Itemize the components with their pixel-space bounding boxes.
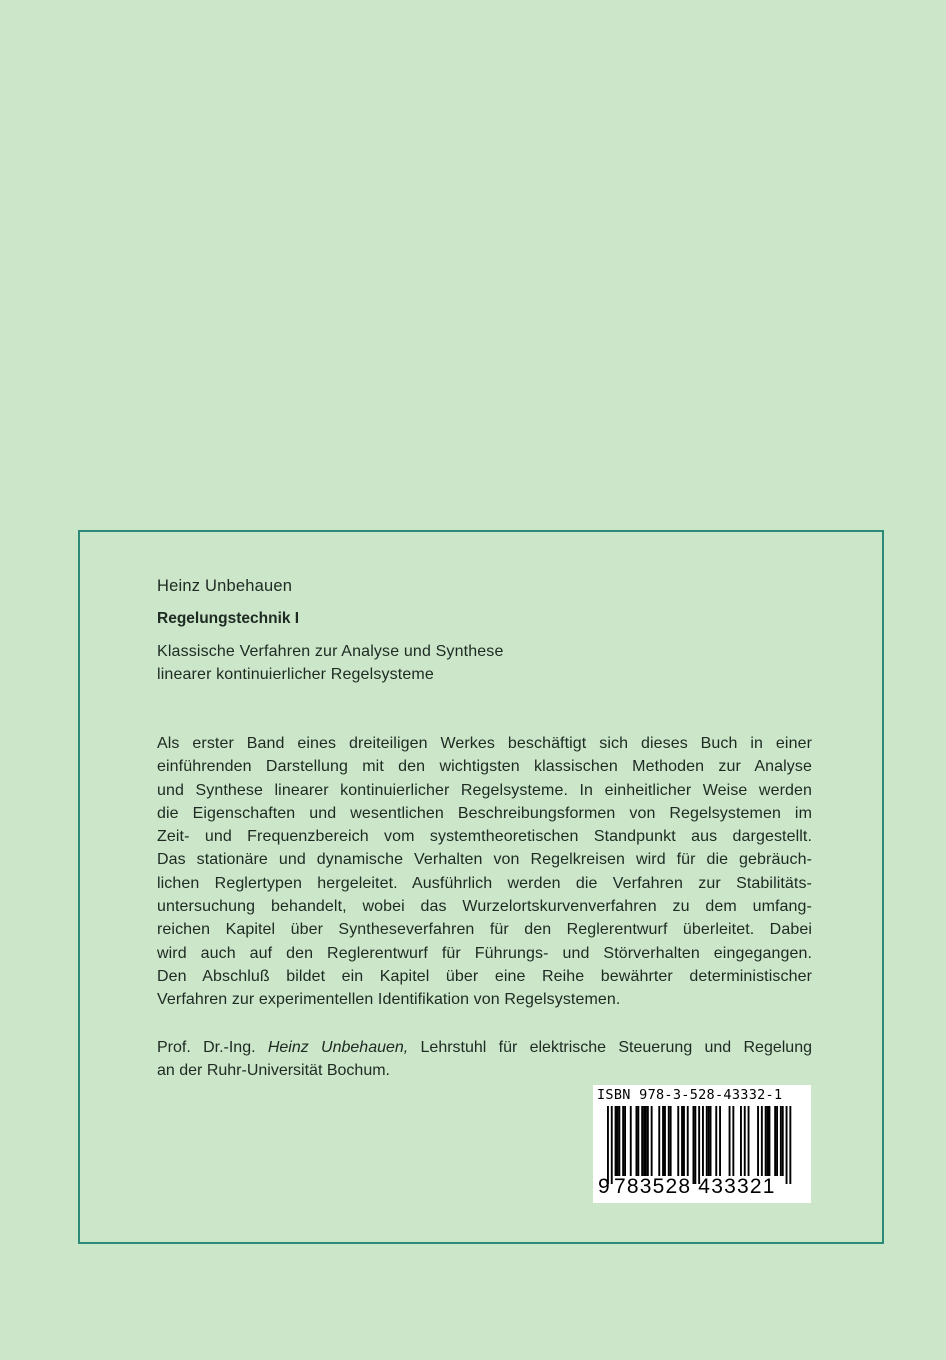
description-line: Das stationäre und dynamische Verhalten von Regelkreisen wird für die gebräuch- (157, 851, 812, 869)
barcode-bar (708, 1106, 710, 1176)
isbn-barcode (593, 1085, 811, 1203)
barcode-bar (786, 1106, 788, 1184)
barcode-bar (782, 1106, 784, 1176)
barcode-digit-first: 9 (598, 1175, 610, 1198)
barcode-bar (706, 1106, 708, 1176)
barcode-bar (611, 1106, 613, 1184)
barcode-bar (761, 1106, 763, 1176)
barcode-bar (683, 1106, 685, 1176)
book-title: Regelungstechnik I (157, 610, 300, 627)
description-line: untersuchung behandelt, wobei das Wurzelortskurvenverfahren zu dem umfang- (157, 898, 812, 916)
barcode-bar (677, 1106, 679, 1176)
barcode-bar (769, 1106, 771, 1176)
barcode-bar (698, 1106, 700, 1184)
barcode-bar (658, 1106, 660, 1176)
barcode-bar (732, 1106, 734, 1176)
barcode-bar (694, 1106, 696, 1184)
barcode-bar (630, 1106, 632, 1176)
barcode-bar (624, 1106, 626, 1176)
barcode-bar (715, 1106, 717, 1176)
book-subtitle (157, 640, 504, 686)
description-line: reichen Kapitel über Syntheseverfahren für den Reglerentwurf überleitet. Dabei (157, 921, 812, 939)
barcode-bar (670, 1106, 672, 1176)
barcode-bar (687, 1106, 689, 1176)
barcode-bar (681, 1106, 683, 1176)
barcode-bar (664, 1106, 666, 1176)
description-line: die Eigenschaften und wesentlichen Beschreibungsformen von Regelsystemen im (157, 804, 812, 822)
barcode-bar (662, 1106, 664, 1176)
barcode-bar (636, 1106, 638, 1176)
barcode-bar (774, 1106, 776, 1176)
description-line: und Synthese linearer kontinuierlicher Regelsysteme. In einheitlicher Weise werden (157, 781, 812, 799)
bio-line-1 (157, 1036, 812, 1059)
description-line: lichen Reglertypen hergeleitet. Ausführlich werden die Verfahren zur Stabilitäts- (157, 874, 812, 892)
barcode-bar (748, 1106, 750, 1176)
description-line: wird auch auf den Reglerentwurf für Führungs- und Störverhalten eingegangen. (157, 944, 812, 962)
bio-line-2: an der Ruhr-Universität Bochum. (157, 1062, 390, 1080)
barcode-bar (710, 1106, 712, 1176)
author-name: Heinz Unbehauen (157, 577, 293, 595)
description-line: Zeit- und Frequenzbereich vom systemtheoretischen Standpunkt aus dargestellt. (157, 828, 812, 846)
description-line: Verfahren zur experimentellen Identifikation von Regelsystemen. (157, 991, 621, 1009)
barcode-bar (767, 1106, 769, 1176)
barcode-bar (729, 1106, 731, 1176)
description-line: Als erster Band eines dreiteiligen Werkes beschäftigt sich dieses Buch in einer (157, 735, 812, 752)
subtitle-line: Klassische Verfahren zur Analyse und Synthese (157, 643, 504, 660)
subtitle-line: linearer kontinuierlicher Regelsysteme (157, 666, 434, 683)
barcode-bar (641, 1106, 643, 1176)
bio-prefix: Prof. Dr.-Ing. (157, 1039, 268, 1056)
barcode-bar (618, 1106, 620, 1176)
barcode-bar (744, 1106, 746, 1176)
barcode-digits-rest: 783528 433321 (614, 1175, 776, 1198)
barcode-bar (643, 1106, 645, 1176)
barcode-bar (780, 1106, 782, 1176)
barcode-bar (645, 1106, 647, 1176)
barcode-bar (647, 1106, 649, 1176)
bio-name: Heinz Unbehauen, (267, 1039, 409, 1056)
barcode-bar (651, 1106, 653, 1176)
bio-suffix: Lehrstuhl für elektrische Steuerung und Regelung (408, 1039, 812, 1056)
description (157, 732, 812, 1012)
barcode-bar (765, 1106, 767, 1176)
barcode-bar (693, 1106, 695, 1184)
barcode-bar (702, 1106, 704, 1176)
barcode-bar (607, 1106, 609, 1184)
barcode-bar (615, 1106, 617, 1176)
barcode-bar (637, 1106, 639, 1176)
barcode-bar (622, 1106, 624, 1176)
barcode-bar (789, 1106, 791, 1184)
description-line: Den Abschluß bildet ein Kapitel über eine Reihe bewährter deterministischer (157, 967, 812, 985)
barcode-bar (719, 1106, 721, 1176)
isbn-text: ISBN 978-3-528-43332-1 (597, 1087, 783, 1103)
barcode-bar (740, 1106, 742, 1176)
barcode-bar (757, 1106, 759, 1176)
author-bio (157, 1036, 812, 1083)
barcode-bar (776, 1106, 778, 1176)
description-line: einführenden Darstellung mit den wichtigsten klassischen Methoden zur Analyse (157, 758, 812, 776)
barcode-bar (617, 1106, 619, 1176)
barcode-bar (668, 1106, 670, 1176)
